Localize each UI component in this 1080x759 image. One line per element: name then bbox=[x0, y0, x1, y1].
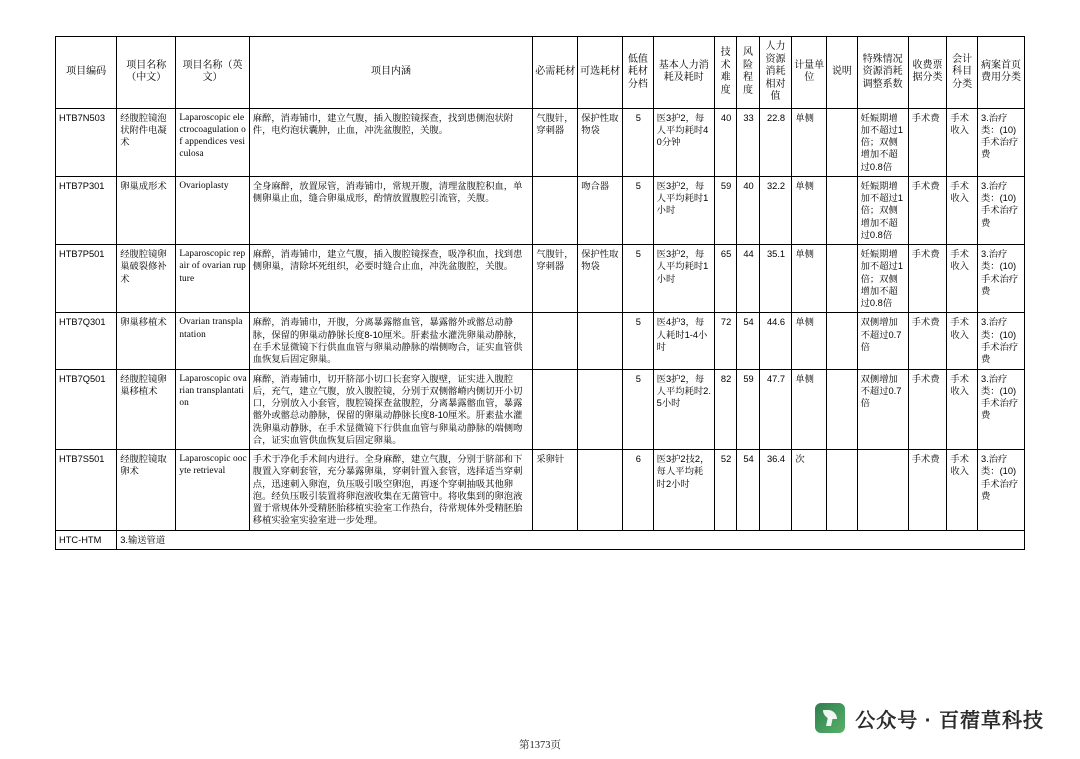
cell-casepage: 3.治疗类：(10)手术治疗费 bbox=[977, 176, 1024, 244]
cell-unit: 单侧 bbox=[792, 313, 827, 369]
cell-receipt: 手术费 bbox=[908, 369, 947, 450]
cell-code: HTB7N503 bbox=[56, 108, 117, 176]
cell-note bbox=[827, 176, 858, 244]
cell-account: 手术收入 bbox=[947, 450, 978, 531]
header-name-en: 项目名称（英文） bbox=[176, 37, 249, 109]
cell-risk: 59 bbox=[737, 369, 759, 450]
cell-unit: 次 bbox=[792, 450, 827, 531]
cell-lowvalue: 5 bbox=[623, 108, 654, 176]
cell-lowvalue: 5 bbox=[623, 176, 654, 244]
cell-risk: 54 bbox=[737, 450, 759, 531]
cell-content: 麻醉，消毒铺巾，开腹，分离暴露髂血管，暴露髂外或髂总动静脉，保留的卵巢动静脉长度8-10厘米。肝素盐水灌洗卵巢动静脉，在手术显微镜下行供血血管与卵巢动静脉的端侧吻合，证实血管供血恢复后固定卵巢。 bbox=[249, 313, 533, 369]
cell-name-en: Laparoscopic electrocoagulation of appendices vesiculosa bbox=[176, 108, 249, 176]
cell-receipt: 手术费 bbox=[908, 313, 947, 369]
header-adjust-factor: 特殊情况资源消耗调整系数 bbox=[857, 37, 908, 109]
cell-labor: 医3护2，每人平均耗时1小时 bbox=[653, 245, 714, 313]
header-labor: 基本人力消耗及耗时 bbox=[653, 37, 714, 109]
cell-optional: 保护性取物袋 bbox=[578, 245, 623, 313]
cell-adjust: 双侧增加不超过0.7倍 bbox=[857, 369, 908, 450]
cell-content: 手术于净化手术间内进行。全身麻醉，建立气腹，分别于脐部和下腹置入穿刺套管，充分暴露卵巢，穿刺针置入套管，选择适当穿刺点，迅速刺入卵泡，负压吸引吸空卵泡，再逐个穿刺抽吸其他卵泡。经负压吸引装置将卵泡液收集在无菌管中。将收集到的卵泡液置于常规体外受精胚胎移植实验室工作热台，待常规体外受精胚胎移植实验室实验室进一步处理。 bbox=[249, 450, 533, 531]
cell-code: HTB7Q301 bbox=[56, 313, 117, 369]
cell-required: 采卵针 bbox=[533, 450, 578, 531]
cell-required bbox=[533, 369, 578, 450]
cell-adjust: 双侧增加不超过0.7倍 bbox=[857, 313, 908, 369]
cell-code: HTB7P301 bbox=[56, 176, 117, 244]
cell-note bbox=[827, 450, 858, 531]
leaf-logo-icon bbox=[815, 703, 845, 733]
cell-optional: 吻合器 bbox=[578, 176, 623, 244]
header-content: 项目内涵 bbox=[249, 37, 533, 109]
watermark bbox=[815, 703, 1044, 733]
cell-required: 气腹针，穿刺器 bbox=[533, 108, 578, 176]
cell-unit: 单侧 bbox=[792, 245, 827, 313]
cell-casepage: 3.治疗类：(10)手术治疗费 bbox=[977, 369, 1024, 450]
cell-code: HTB7Q501 bbox=[56, 369, 117, 450]
cell-optional bbox=[578, 369, 623, 450]
cell-note bbox=[827, 313, 858, 369]
cell-required: 气腹针，穿刺器 bbox=[533, 245, 578, 313]
cell-risk: 44 bbox=[737, 245, 759, 313]
cell-risk: 40 bbox=[737, 176, 759, 244]
cell-account: 手术收入 bbox=[947, 313, 978, 369]
cell-lowvalue: 5 bbox=[623, 313, 654, 369]
cell-adjust bbox=[857, 450, 908, 531]
cell-code: HTB7P501 bbox=[56, 245, 117, 313]
header-receipt-type: 收费票据分类 bbox=[908, 37, 947, 109]
cell-unit: 单侧 bbox=[792, 369, 827, 450]
cell-casepage: 3.治疗类：(10)手术治疗费 bbox=[977, 108, 1024, 176]
cell-lowvalue: 5 bbox=[623, 245, 654, 313]
cell-labor: 医4护3，每人耗时1-4小时 bbox=[653, 313, 714, 369]
cell-name-en: Laparoscopic repair of ovarian rupture bbox=[176, 245, 249, 313]
table-row bbox=[56, 450, 1025, 531]
cell-name-en: Laparoscopic ovarian transplantation bbox=[176, 369, 249, 450]
cell-difficulty: 72 bbox=[714, 313, 736, 369]
cell-labor: 医3护2，每人平均耗时2.5小时 bbox=[653, 369, 714, 450]
header-lowvalue-grade: 低值耗材分档 bbox=[623, 37, 654, 109]
cell-optional: 保护性取物袋 bbox=[578, 108, 623, 176]
cell-name-cn: 经腹腔镜泡状附件电凝术 bbox=[117, 108, 176, 176]
cell-unit: 单侧 bbox=[792, 108, 827, 176]
header-name-cn: 项目名称（中文） bbox=[117, 37, 176, 109]
table-row bbox=[56, 369, 1025, 450]
header-code: 项目编码 bbox=[56, 37, 117, 109]
cell-name-en: Ovarian transplantation bbox=[176, 313, 249, 369]
cell-risk: 54 bbox=[737, 313, 759, 369]
cell-category-label: 3.输送管道 bbox=[117, 530, 1025, 549]
header-risk: 风险程度 bbox=[737, 37, 759, 109]
cell-account: 手术收入 bbox=[947, 369, 978, 450]
cell-lowvalue: 6 bbox=[623, 450, 654, 531]
cell-receipt: 手术费 bbox=[908, 176, 947, 244]
cell-difficulty: 65 bbox=[714, 245, 736, 313]
table-row bbox=[56, 313, 1025, 369]
table-row bbox=[56, 176, 1025, 244]
header-required-material: 必需耗材 bbox=[533, 37, 578, 109]
cell-relative: 47.7 bbox=[759, 369, 792, 450]
cell-relative: 36.4 bbox=[759, 450, 792, 531]
cell-difficulty: 59 bbox=[714, 176, 736, 244]
cell-difficulty: 52 bbox=[714, 450, 736, 531]
cell-unit: 单侧 bbox=[792, 176, 827, 244]
cell-name-en: Ovarioplasty bbox=[176, 176, 249, 244]
header-difficulty: 技术难度 bbox=[714, 37, 736, 109]
cell-account: 手术收入 bbox=[947, 108, 978, 176]
cell-relative: 44.6 bbox=[759, 313, 792, 369]
table-header-row bbox=[56, 37, 1025, 109]
cell-name-en: Laparoscopic oocyte retrieval bbox=[176, 450, 249, 531]
cell-casepage: 3.治疗类：(10)手术治疗费 bbox=[977, 313, 1024, 369]
cell-content: 麻醉，消毒铺巾，建立气腹，插入腹腔镜探查，吸净积血，找到患侧卵巢，清除坏死组织，必要时缝合止血，冲洗盆腹腔，关腹。 bbox=[249, 245, 533, 313]
cell-content: 麻醉，消毒铺巾，切开脐部小切口长套穿入腹壁，证实进入腹腔后，充气，建立气腹，放入腹腔镜，分别于双侧髂嵴内侧切开小切口，分别放入小套管，腹腔镜探查盆腹腔，分离暴露髂血管，暴露髂外或髂总动静脉，保留的卵巢动静脉长度8-10厘米。肝素盐水灌洗卵巢动静脉，在手术显微镜下行供血血管与卵巢动静脉的端侧吻合，证实血管供血恢复后固定卵巢。 bbox=[249, 369, 533, 450]
cell-optional bbox=[578, 313, 623, 369]
cell-relative: 35.1 bbox=[759, 245, 792, 313]
cell-content: 全身麻醉，放置尿管，消毒铺巾，常规开腹，清理盆腹腔积血，单侧卵巢止血，缝合卵巢成形，酌情放置腹腔引流管，关腹。 bbox=[249, 176, 533, 244]
header-casepage-type: 病案首页费用分类 bbox=[977, 37, 1024, 109]
cell-adjust: 妊娠期增加不超过1倍；双侧增加不超过0.8倍 bbox=[857, 245, 908, 313]
cell-lowvalue: 5 bbox=[623, 369, 654, 450]
cell-name-cn: 经腹腔镜取卵术 bbox=[117, 450, 176, 531]
cell-labor: 医3护2，每人平均耗时1小时 bbox=[653, 176, 714, 244]
cell-risk: 33 bbox=[737, 108, 759, 176]
medical-price-table bbox=[55, 36, 1025, 550]
cell-required bbox=[533, 176, 578, 244]
cell-adjust: 妊娠期增加不超过1倍；双侧增加不超过0.8倍 bbox=[857, 176, 908, 244]
header-optional-material: 可选耗材 bbox=[578, 37, 623, 109]
cell-code: HTB7S501 bbox=[56, 450, 117, 531]
cell-adjust: 妊娠期增加不超过1倍；双侧增加不超过0.8倍 bbox=[857, 108, 908, 176]
price-table-container bbox=[55, 36, 1025, 550]
table-row bbox=[56, 108, 1025, 176]
cell-note bbox=[827, 108, 858, 176]
cell-note bbox=[827, 369, 858, 450]
cell-relative: 32.2 bbox=[759, 176, 792, 244]
cell-labor: 医3护2，每人平均耗时40分钟 bbox=[653, 108, 714, 176]
table-body bbox=[56, 108, 1025, 550]
cell-casepage: 3.治疗类：(10)手术治疗费 bbox=[977, 245, 1024, 313]
cell-relative: 22.8 bbox=[759, 108, 792, 176]
cell-account: 手术收入 bbox=[947, 176, 978, 244]
header-account-type: 会计科目分类 bbox=[947, 37, 978, 109]
cell-difficulty: 40 bbox=[714, 108, 736, 176]
table-row bbox=[56, 245, 1025, 313]
header-unit: 计量单位 bbox=[792, 37, 827, 109]
cell-content: 麻醉，消毒铺巾，建立气腹，插入腹腔镜探查，找到患侧泡状附件，电灼泡状囊肿，止血，冲洗盆腹腔，关腹。 bbox=[249, 108, 533, 176]
cell-note bbox=[827, 245, 858, 313]
cell-labor: 医3护2技2，每人平均耗时2小时 bbox=[653, 450, 714, 531]
cell-receipt: 手术费 bbox=[908, 245, 947, 313]
header-relative-value: 人力资源消耗相对值 bbox=[759, 37, 792, 109]
cell-name-cn: 经腹腔镜卵巢破裂修补术 bbox=[117, 245, 176, 313]
cell-account: 手术收入 bbox=[947, 245, 978, 313]
table-category-row bbox=[56, 530, 1025, 549]
cell-name-cn: 卵巢移植术 bbox=[117, 313, 176, 369]
cell-casepage: 3.治疗类：(10)手术治疗费 bbox=[977, 450, 1024, 531]
cell-optional bbox=[578, 450, 623, 531]
cell-difficulty: 82 bbox=[714, 369, 736, 450]
cell-name-cn: 卵巢成形术 bbox=[117, 176, 176, 244]
cell-receipt: 手术费 bbox=[908, 108, 947, 176]
watermark-text: 公众号 · 百蓿草科技 bbox=[855, 709, 1044, 732]
cell-receipt: 手术费 bbox=[908, 450, 947, 531]
cell-category-code: HTC-HTM bbox=[56, 530, 117, 549]
page-number: 第1373页 bbox=[519, 740, 561, 751]
cell-name-cn: 经腹腔镜卵巢移植术 bbox=[117, 369, 176, 450]
header-note: 说明 bbox=[827, 37, 858, 109]
cell-required bbox=[533, 313, 578, 369]
